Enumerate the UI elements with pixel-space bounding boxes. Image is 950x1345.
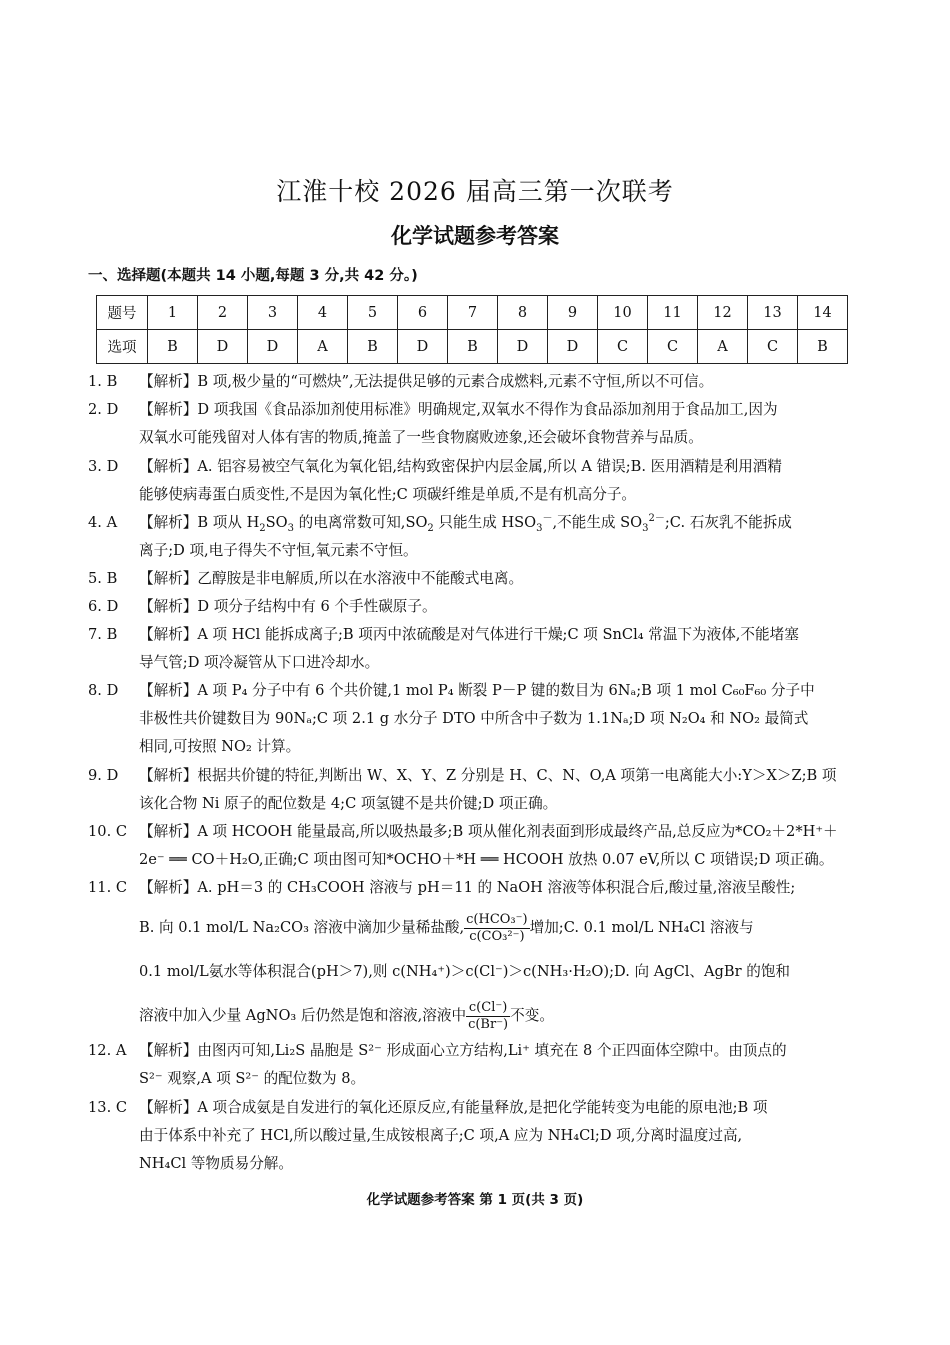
- answer-text: 【解析】A 项 HCl 能拆成离子;B 项丙中浓硫酸是对气体进行干燥;C 项 SnCl₄ 常温下为液体,不能堵塞: [139, 626, 799, 643]
- answer-text: B. 向 0.1 mol/L Na₂CO₃ 溶液中滴加少量稀盐酸,: [139, 919, 465, 936]
- question-number: 10: [598, 296, 648, 330]
- answer-number: 3. D: [88, 458, 119, 475]
- answer-choice: B: [348, 330, 398, 364]
- question-number: 1: [148, 296, 198, 330]
- row-label: 选项: [97, 330, 148, 364]
- answer-choice: D: [548, 330, 598, 364]
- page-title: 江淮十校 2026 届高三第一次联考: [276, 177, 674, 206]
- answer-text: 离子;D 项,电子得失不守恒,氧元素不守恒。: [139, 542, 418, 559]
- question-number: 5: [348, 296, 398, 330]
- answer-number: 9. D: [88, 767, 119, 784]
- answer-text: 【解析】A. 铝容易被空气氧化为氧化铝,结构致密保护内层金属,所以 A 错误;B. 医用酒精是利用酒精: [139, 458, 782, 475]
- answer-text: 增加;C. 0.1 mol/L NH₄Cl 溶液与: [529, 919, 754, 936]
- answer-text: 【解析】B 项,极少量的“可燃炔”,无法提供足够的元素合成燃料,元素不守恒,所以不可信。: [139, 373, 714, 390]
- question-number-row: [97, 296, 848, 330]
- answer-number: 10. C: [88, 823, 128, 840]
- answer-choice: A: [298, 330, 348, 364]
- question-number: 9: [548, 296, 598, 330]
- answer-number: 5. B: [88, 570, 118, 587]
- answer-11: [88, 874, 860, 1038]
- answer-13: [88, 1094, 860, 1178]
- answer-text: 【解析】A. pH＝3 的 CH₃COOH 溶液与 pH＝11 的 NaOH 溶液等体积混合后,酸过量,溶液呈酸性;: [139, 879, 796, 896]
- answer-choice: C: [598, 330, 648, 364]
- answer-choice: B: [148, 330, 198, 364]
- question-number: 13: [748, 296, 798, 330]
- answer-5: [88, 565, 860, 593]
- question-number: 8: [498, 296, 548, 330]
- answer-choice-row: [97, 330, 848, 364]
- question-number: 11: [648, 296, 698, 330]
- answer-text: 相同,可按照 NO₂ 计算。: [139, 738, 301, 755]
- answer-8: [88, 677, 860, 761]
- answer-choice: B: [448, 330, 498, 364]
- answer-choice: A: [698, 330, 748, 364]
- answer-text: 【解析】A 项合成氨是自发进行的氧化还原反应,有能量释放,是把化学能转变为电能的原电池;B 项: [139, 1099, 768, 1116]
- answer-text: 能够使病毒蛋白质变性,不是因为氧化性;C 项碳纤维是单质,不是有机高分子。: [139, 486, 637, 503]
- answer-number: 12. A: [88, 1042, 127, 1059]
- page-subtitle: 化学试题参考答案: [391, 224, 559, 248]
- answer-3: [88, 453, 860, 509]
- answer-text: 溶液中加入少量 AgNO₃ 后仍然是饱和溶液,溶液中: [139, 1007, 467, 1024]
- question-number: 6: [398, 296, 448, 330]
- answer-text: 【解析】由图丙可知,Li₂S 晶胞是 S²⁻ 形成面心立方结构,Li⁺ 填充在 8 个正四面体空隙中。由顶点的: [139, 1042, 787, 1059]
- answer-9: [88, 762, 860, 818]
- answer-text: 导气管;D 项冷凝管从下口进冷却水。: [139, 654, 380, 671]
- section-heading: 一、选择题(本题共 14 小题,每题 3 分,共 42 分。): [88, 268, 418, 284]
- answer-number: 7. B: [88, 626, 118, 643]
- answer-10: [88, 818, 860, 874]
- answer-text: 【解析】乙醇胺是非电解质,所以在水溶液中不能酸式电离。: [139, 570, 524, 587]
- answer-choice: D: [498, 330, 548, 364]
- question-number: 3: [248, 296, 298, 330]
- answer-1: [88, 368, 860, 396]
- answer-text: 非极性共价键数目为 90Nₐ;C 项 2.1 g 水分子 DTO 中所含中子数为 1.1Nₐ;D 项 N₂O₄ 和 NO₂ 最简式: [139, 710, 809, 727]
- answer-text: 2e⁻ ══ CO＋H₂O,正确;C 项由图可知*OCHO＋*H ══ HCOOH 放热 0.07 eV,所以 C 项错误;D 项正确。: [139, 851, 834, 868]
- answer-number: 8. D: [88, 682, 119, 699]
- row-label: 题号: [97, 296, 148, 330]
- answer-number: 2. D: [88, 401, 119, 418]
- answer-text: 【解析】A 项 HCOOH 能量最高,所以吸热最多;B 项从催化剂表面到形成最终产品,总反应为*CO₂＋2*H⁺＋: [139, 823, 838, 840]
- answer-6: [88, 593, 860, 621]
- answer-choice: D: [398, 330, 448, 364]
- answer-text: 双氧水可能残留对人体有害的物质,掩盖了一些食物腐败迹象,还会破坏食物营养与品质。: [139, 429, 703, 446]
- question-number: 4: [298, 296, 348, 330]
- answer-choice: B: [798, 330, 848, 364]
- answer-choice: D: [198, 330, 248, 364]
- page-footer: 化学试题参考答案 第 1 页(共 3 页): [366, 1192, 584, 1208]
- answer-text: 0.1 mol/L氨水等体积混合(pH＞7),则 c(NH₄⁺)＞c(Cl⁻)＞c(NH₃·H₂O);D. 向 AgCl、AgBr 的饱和: [139, 963, 791, 980]
- answer-2: [88, 396, 860, 452]
- answer-choice: C: [748, 330, 798, 364]
- answer-text: 【解析】根据共价键的特征,判断出 W、X、Y、Z 分别是 H、C、N、O,A 项第一电离能大小:Y＞X＞Z;B 项: [139, 767, 837, 784]
- answer-key-table: [96, 295, 848, 364]
- answer-12: [88, 1037, 860, 1093]
- answer-text: 不变。: [510, 1007, 554, 1024]
- answer-text: 由于体系中补充了 HCl,所以酸过量,生成铵根离子;C 项,A 应为 NH₄Cl;D 项,分离时温度过高,: [139, 1127, 743, 1144]
- answer-7: [88, 621, 860, 677]
- answer-number: 6. D: [88, 598, 119, 615]
- answer-choice: D: [248, 330, 298, 364]
- answer-4: [88, 509, 860, 565]
- answer-text: 【解析】D 项分子结构中有 6 个手性碳原子。: [139, 598, 437, 615]
- question-number: 2: [198, 296, 248, 330]
- concentration-ratio: $\frac{\text{c(HCO₃⁻)}}{\text{c(CO₃²⁻)}}$: [466, 911, 528, 944]
- answer-number: 13. C: [88, 1099, 128, 1116]
- answer-text: 该化合物 Ni 原子的配位数是 4;C 项氢键不是共价键;D 项正确。: [139, 795, 558, 812]
- question-number: 12: [698, 296, 748, 330]
- answer-number: 4. A: [88, 514, 118, 531]
- answer-number: 1. B: [88, 373, 118, 390]
- question-number: 7: [448, 296, 498, 330]
- answer-text: S²⁻ 观察,A 项 S²⁻ 的配位数为 8。: [139, 1070, 366, 1087]
- question-number: 14: [798, 296, 848, 330]
- answer-number: 11. C: [88, 879, 128, 896]
- answer-text: NH₄Cl 等物质易分解。: [139, 1155, 293, 1172]
- concentration-ratio: $\frac{c(Cl^-)}{c(Br^-)}$: [468, 999, 509, 1032]
- answer-text: 【解析】D 项我国《食品添加剂使用标准》明确规定,双氧水不得作为食品添加剂用于食品加工,因为: [139, 401, 778, 418]
- answer-text: 【解析】A 项 P₄ 分子中有 6 个共价键,1 mol P₄ 断裂 P－P 键的数目为 6Nₐ;B 项 1 mol C₆₀F₆₀ 分子中: [139, 682, 815, 699]
- answer-choice: C: [648, 330, 698, 364]
- answer-text: 【解析】B 项从 $H_2SO_3$ 的电离常数可知$,SO_2$ 只能生成 $HSO_3^-$,不能生成 $SO_3^{2-};C$. 石灰乳不能拆成: [139, 513, 792, 534]
